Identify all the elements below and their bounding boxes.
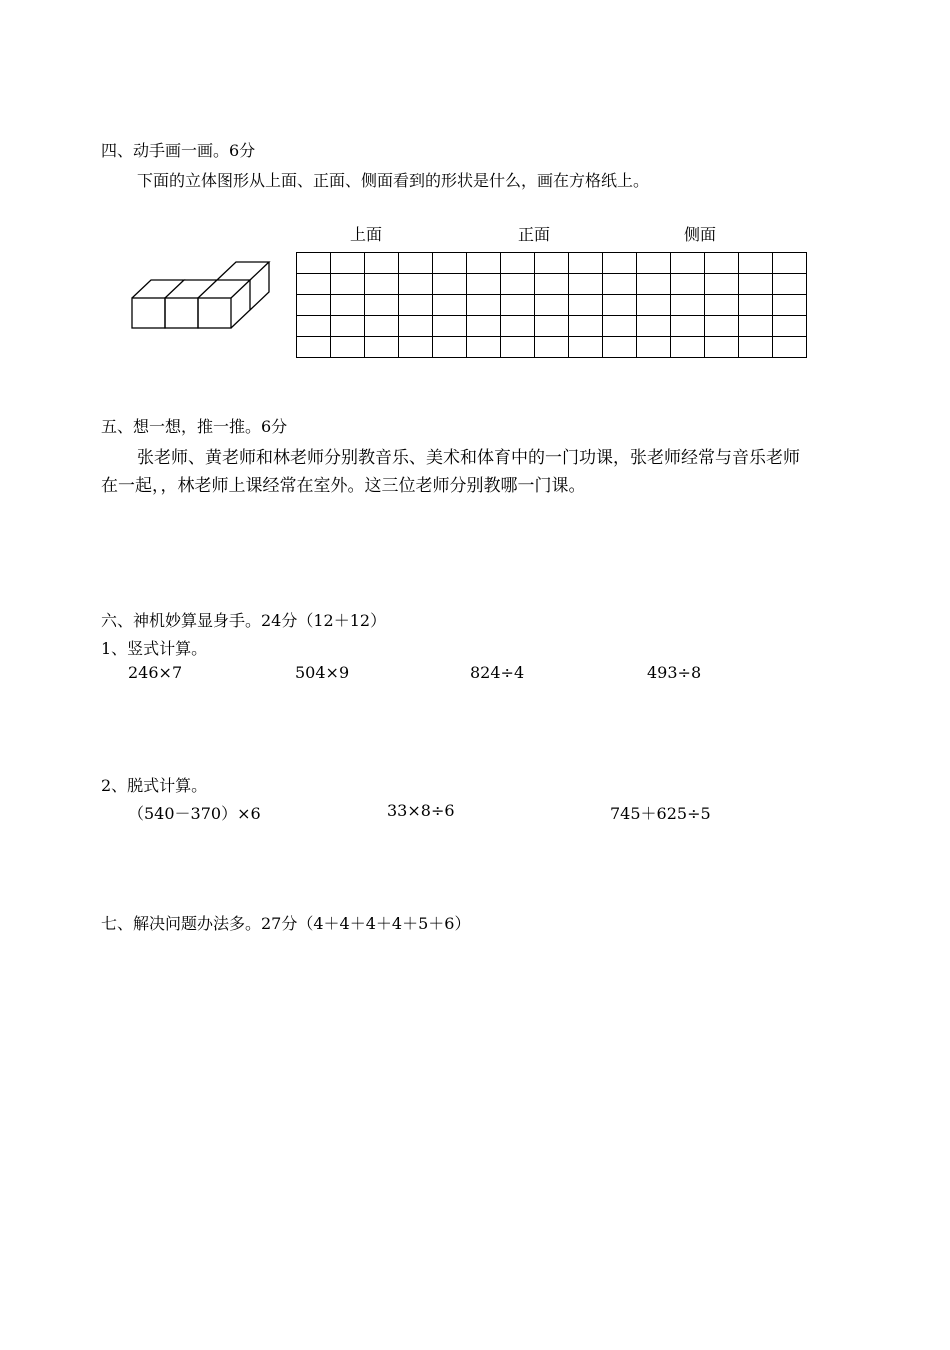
grid-row — [297, 316, 807, 337]
grid-cell[interactable] — [569, 253, 603, 274]
grid-row — [297, 274, 807, 295]
section4-title: 四、动手画一画。6分 — [101, 141, 256, 160]
grid-cell[interactable] — [705, 295, 739, 316]
grid-cell[interactable] — [501, 337, 535, 358]
grid-cell[interactable] — [739, 337, 773, 358]
grid-cell[interactable] — [705, 253, 739, 274]
grid-cell[interactable] — [501, 295, 535, 316]
grid-cell[interactable] — [773, 295, 807, 316]
grid-cell[interactable] — [705, 316, 739, 337]
grid-cell[interactable] — [535, 337, 569, 358]
grid-cell[interactable] — [705, 337, 739, 358]
grid-cell[interactable] — [739, 274, 773, 295]
cube-top-face-3 — [217, 280, 250, 298]
grid-cell[interactable] — [331, 337, 365, 358]
grid-cell[interactable] — [569, 337, 603, 358]
grid-cell[interactable] — [365, 295, 399, 316]
cube-top-face-2 — [184, 280, 217, 298]
grid-cell[interactable] — [739, 295, 773, 316]
grid-cell[interactable] — [773, 316, 807, 337]
cube-side-face-3 — [231, 280, 250, 328]
grid-cell[interactable] — [501, 274, 535, 295]
grid-cell[interactable] — [535, 316, 569, 337]
grid-cell[interactable] — [467, 274, 501, 295]
cube-front-face-3 — [198, 298, 231, 328]
grid-cell[interactable] — [705, 274, 739, 295]
grid-cell[interactable] — [365, 316, 399, 337]
grid-cell[interactable] — [365, 253, 399, 274]
grid-cell[interactable] — [569, 316, 603, 337]
grid-cell[interactable] — [399, 253, 433, 274]
grid-cell[interactable] — [433, 316, 467, 337]
stepwise-calc-problem-3: 745＋625÷5 — [610, 804, 711, 823]
grid-cell[interactable] — [467, 295, 501, 316]
grid-cell[interactable] — [399, 295, 433, 316]
grid-cell[interactable] — [535, 295, 569, 316]
grid-cell[interactable] — [433, 274, 467, 295]
section4-instruction: 下面的立体图形从上面、正面、侧面看到的形状是什么，画在方格纸上。 — [137, 171, 650, 190]
grid-cell[interactable] — [399, 316, 433, 337]
section5-line1: 张老师、黄老师和林老师分别教音乐、美术和体育中的一门功课，张老师经常与音乐老师 — [137, 448, 800, 468]
vertical-calc-problem-3: 824÷4 — [470, 663, 525, 682]
vertical-calc-problem-1: 246×7 — [128, 663, 183, 682]
grid-cell[interactable] — [637, 253, 671, 274]
grid-cell[interactable] — [297, 295, 331, 316]
section7-title: 七、解决问题办法多。27分（4＋4＋4＋4＋5＋6） — [101, 914, 471, 933]
grid-cell[interactable] — [637, 337, 671, 358]
grid-cell[interactable] — [297, 316, 331, 337]
grid-cell[interactable] — [603, 316, 637, 337]
grid-cell[interactable] — [297, 337, 331, 358]
section5-title: 五、想一想，推一推。6分 — [101, 417, 288, 436]
solid-figure-drawing — [128, 256, 280, 332]
grid-cell[interactable] — [501, 253, 535, 274]
cube-top-face-1 — [132, 280, 184, 298]
cube-front-face-1 — [132, 298, 165, 328]
grid-cell[interactable] — [671, 316, 705, 337]
grid-cell[interactable] — [603, 295, 637, 316]
grid-cell[interactable] — [603, 253, 637, 274]
grid-cell[interactable] — [365, 337, 399, 358]
grid-cell[interactable] — [637, 316, 671, 337]
grid-cell[interactable] — [603, 274, 637, 295]
grid-cell[interactable] — [603, 337, 637, 358]
grid-cell[interactable] — [773, 253, 807, 274]
grid-cell[interactable] — [535, 274, 569, 295]
stepwise-calc-problem-1: （540－370）×6 — [128, 804, 261, 823]
grid-cell[interactable] — [637, 295, 671, 316]
grid-cell[interactable] — [399, 337, 433, 358]
grid-row — [297, 337, 807, 358]
grid-cell[interactable] — [331, 274, 365, 295]
grid-cell[interactable] — [467, 316, 501, 337]
grid-cell[interactable] — [467, 253, 501, 274]
grid-cell[interactable] — [671, 274, 705, 295]
grid-cell[interactable] — [297, 253, 331, 274]
vertical-calc-problem-2: 504×9 — [295, 663, 350, 682]
grid-cell[interactable] — [331, 253, 365, 274]
grid-paper[interactable] — [296, 252, 807, 358]
grid-cell[interactable] — [433, 295, 467, 316]
grid-cell[interactable] — [467, 337, 501, 358]
grid-cell[interactable] — [535, 253, 569, 274]
stepwise-calc-problem-2: 33×8÷6 — [387, 801, 455, 820]
cube-top-face-back — [217, 262, 269, 280]
view-label-side: 侧面 — [684, 225, 717, 244]
grid-cell[interactable] — [773, 274, 807, 295]
section6-part2-title: 2、脱式计算。 — [101, 776, 208, 795]
section5-line2: 在一起，，林老师上课经常在室外。这三位老师分别教哪一门课。 — [101, 476, 586, 496]
grid-cell[interactable] — [297, 274, 331, 295]
grid-cell[interactable] — [501, 316, 535, 337]
grid-cell[interactable] — [569, 274, 603, 295]
grid-cell[interactable] — [671, 253, 705, 274]
grid-cell[interactable] — [331, 316, 365, 337]
grid-cell[interactable] — [365, 274, 399, 295]
grid-cell[interactable] — [433, 253, 467, 274]
grid-cell[interactable] — [433, 337, 467, 358]
vertical-calc-problem-4: 493÷8 — [647, 663, 702, 682]
grid-cell[interactable] — [569, 295, 603, 316]
cube-side-face-back — [250, 262, 269, 310]
grid-cell[interactable] — [739, 316, 773, 337]
grid-row — [297, 253, 807, 274]
view-label-front: 正面 — [518, 225, 551, 244]
section6-title: 六、神机妙算显身手。24分（12＋12） — [101, 611, 387, 630]
grid-cell[interactable] — [671, 295, 705, 316]
cube-front-face-2 — [165, 298, 198, 328]
grid-cell[interactable] — [331, 295, 365, 316]
grid-row — [297, 295, 807, 316]
view-label-top: 上面 — [350, 225, 383, 244]
grid-cell[interactable] — [399, 274, 433, 295]
grid-cell[interactable] — [671, 337, 705, 358]
section6-part1-title: 1、竖式计算。 — [101, 639, 208, 658]
grid-cell[interactable] — [773, 337, 807, 358]
grid-cell[interactable] — [739, 253, 773, 274]
grid-cell[interactable] — [637, 274, 671, 295]
